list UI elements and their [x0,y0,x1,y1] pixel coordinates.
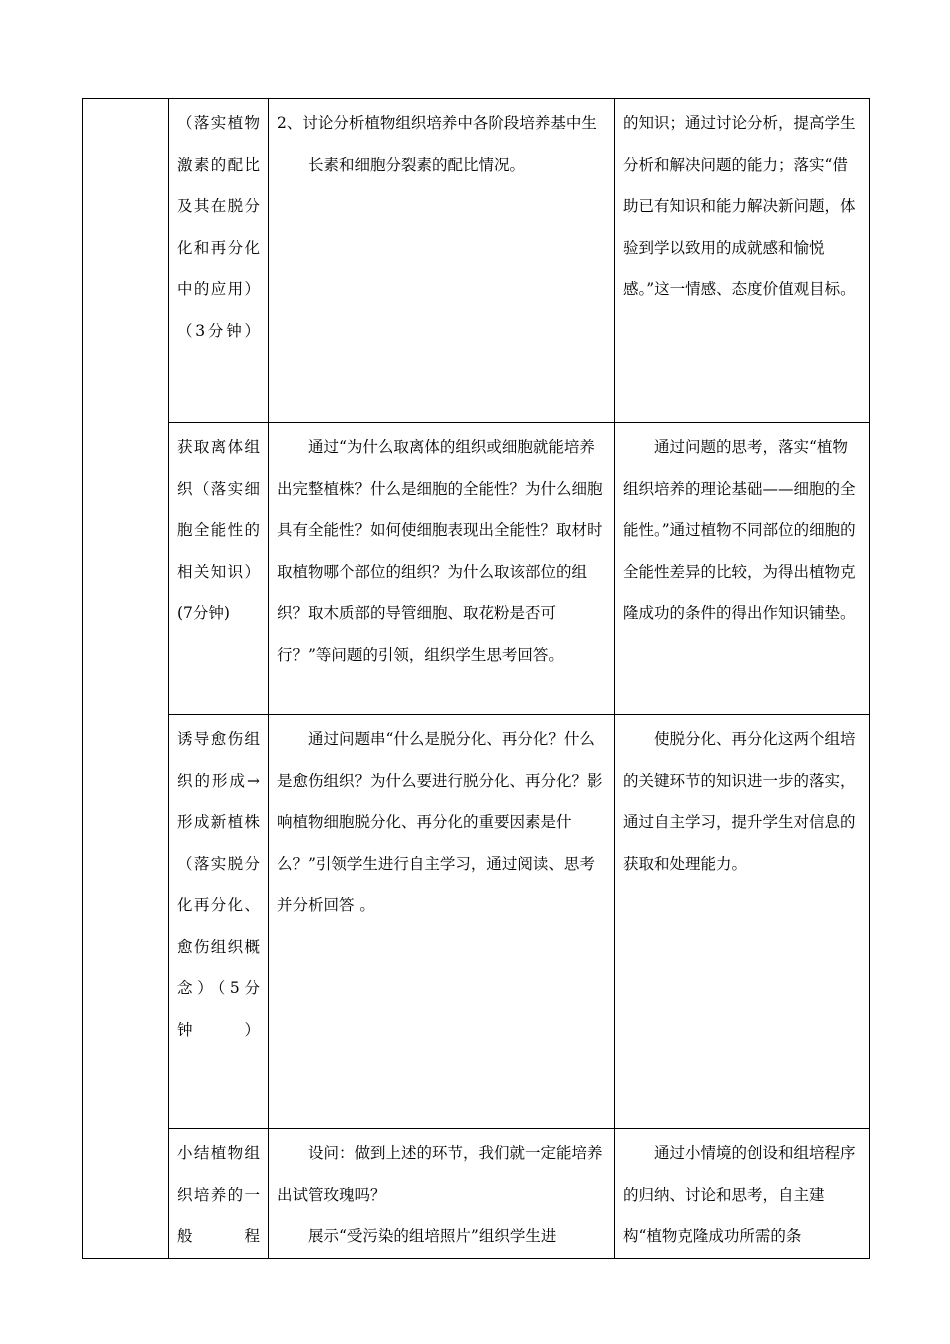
intent-text: 的知识；通过讨论分析，提高学生分析和解决问题的能力；落实“借助已有知识和能力解决新问题，体验到学以致用的成就感和愉悦感。”这一情感、态度价值观目标。 [623,114,856,298]
table-row [83,715,870,1129]
intent-text: 通过问题的思考，落实“植物组织培养的理论基础——细胞的全能性。”通过植物不同部位的细胞的全能性差异的比较，为得出植物克隆成功的条件的得出作知识铺垫。 [623,438,856,622]
intent-cell [615,715,870,1129]
activity-cell [269,715,615,1129]
stage-cell: （落实植物激素的配比及其在脱分化和再分化中的应用）（3分钟） [169,99,269,423]
intent-cell [615,99,870,423]
activity-cell [269,423,615,715]
table-row [83,423,870,715]
stage-cell: 小结植物组织培养的一般程 [169,1129,269,1259]
intent-cell [615,423,870,715]
table-row [83,1129,870,1259]
activity-cell [269,1129,615,1259]
table-row [83,99,870,423]
stage-text: 获取离体组织（落实细胞全能性的相关知识） [177,438,260,581]
intent-cell [615,1129,870,1259]
stage-cell [169,423,269,715]
lesson-plan-table [82,98,870,1259]
stage-time: (7分钟) [177,604,230,622]
intent-text: 使脱分化、再分化这两个组培的关键环节的知识进一步的落实， 通过自主学习，提升学生对信息的获取和处理能力。 [623,730,856,873]
activity-text: 设问：做到上述的环节，我们就一定能培养出试管玫瑰吗？ [277,1144,603,1204]
activity-cell [269,99,615,423]
section-cell [83,99,169,1259]
activity-text: 通过“为什么取离体的组织或细胞就能培养出完整植株？什么是细胞的全能性？为什么细胞具有全能性？如何使细胞表现出全能性？取材时取植物哪个部位的组织？为什么取该部位的组织？取木质部的导管细胞、取花粉是否可行？”等问题的引领，组织学生思考回答。 [277,438,603,664]
activity-text: 展示“受污染的组培照片”组织学生进 [308,1227,557,1245]
stage-cell: 诱导愈伤组织的形成→形成新植株（落实脱分化再分化、愈伤组织概念）（5分钟） [169,715,269,1129]
intent-text: 通过小情境的创设和组培程序的归纳、讨论和思考，自主建构“植物克隆成功所需的条 [623,1144,856,1245]
activity-text: 2、讨论分析植物组织培养中各阶段培养基中生长素和细胞分裂素的配比情况。 [277,114,597,174]
activity-text: 通过问题串“什么是脱分化、再分化？什么是愈伤组织？为什么要进行脱分化、再分化？影响植物细胞脱分化、再分化的重要因素是什么？”引领学生进行自主学习，通过阅读、思考并分析回答 。 [277,730,603,914]
